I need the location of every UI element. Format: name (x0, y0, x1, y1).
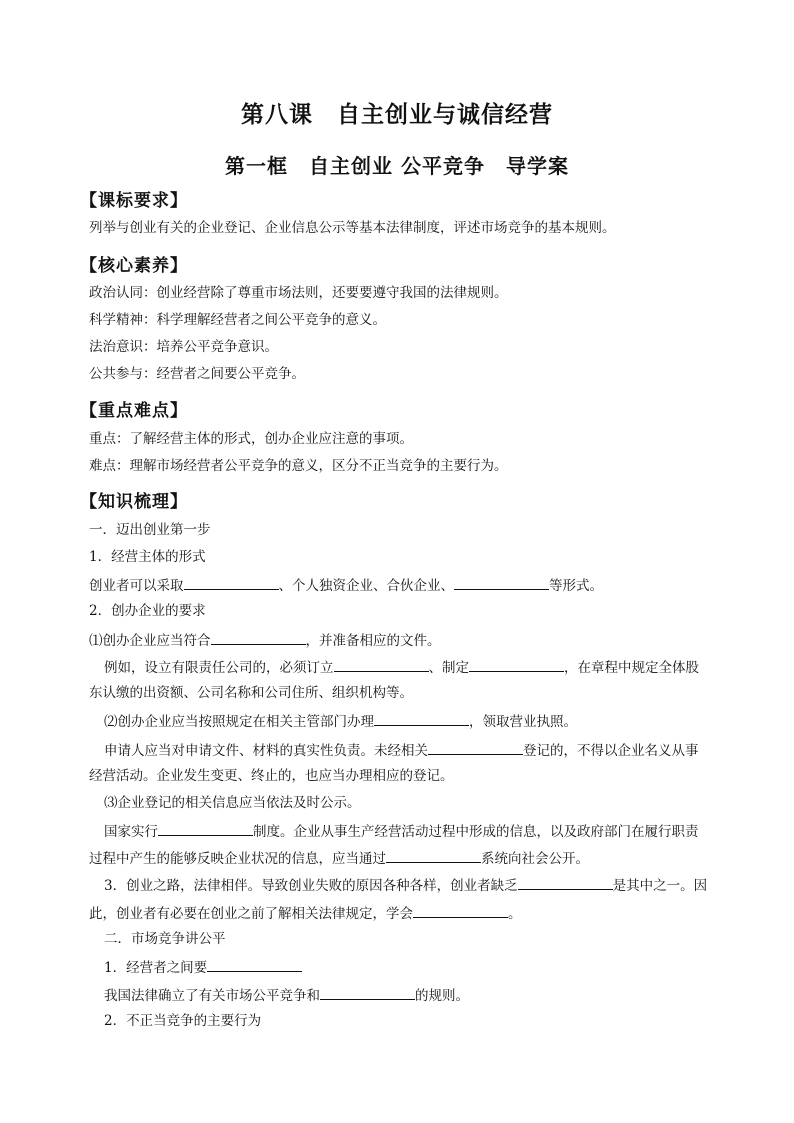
fill-blank[interactable] (374, 711, 469, 726)
paragraph-line: 我国法律确立了有关市场公平竞争和 的规则。 (104, 985, 469, 1005)
paragraph-line: 东认缴的出资额、公司名称和公司住所、组织机构等。 (89, 685, 413, 701)
fill-blank[interactable] (320, 985, 415, 1000)
paragraph-line: ⑵创办企业应当按照规定在相关主管部门办理 ，领取营业执照。 (104, 711, 577, 731)
paragraph-line: 经营活动。企业发生变更、终止的，也应当办理相应的登记。 (89, 768, 454, 784)
heading-knowledge: 【知识梳理】 (80, 492, 188, 512)
fill-blank[interactable] (428, 740, 523, 755)
paragraph-line: ⑴创办企业应当符合 ，并准备相应的文件。 (89, 630, 441, 650)
subsection-title: 2．不正当竞争的主要行为 (104, 1013, 262, 1029)
literacy-item: 科学精神：科学理解经营者之间公平竞争的意义。 (89, 312, 386, 328)
part2-title: 二．市场竞争讲公平 (104, 931, 226, 947)
fill-blank[interactable] (158, 821, 253, 836)
paragraph-line: 创业者可以采取 、个人独资企业、合伙企业、 等形式。 (89, 575, 603, 595)
fill-blank[interactable] (386, 848, 481, 863)
part1-title: 一．迈出创业第一步 (89, 522, 211, 538)
literacy-item: 公共参与：经营者之间要公平竞争。 (89, 366, 305, 382)
requirements-text: 列举与创业有关的企业登记、企业信息公示等基本法律制度，评述市场竞争的基本规则。 (89, 220, 616, 236)
subsection-title: 2．创办企业的要求 (89, 603, 206, 619)
fill-blank[interactable] (334, 657, 429, 672)
paragraph-line: 申请人应当对申请文件、材料的真实性负责。未经相关 登记的，不得以企业名义从事 (104, 740, 699, 760)
heading-literacy: 【核心素养】 (80, 256, 188, 276)
paragraph-line: 过程中产生的能够反映企业状况的信息，应当通过 系统向社会公开。 (89, 848, 589, 868)
subsection-title: 1．经营主体的形式 (89, 549, 206, 565)
fill-blank[interactable] (207, 957, 302, 972)
fill-blank[interactable] (469, 657, 564, 672)
fill-blank[interactable] (413, 903, 508, 918)
keypoint-item: 难点：理解市场经营者公平竞争的意义，区分不正当竞争的主要行为。 (89, 458, 508, 474)
keypoint-item: 重点：了解经营主体的形式，创办企业应注意的事项。 (89, 431, 413, 447)
fill-blank[interactable] (184, 575, 279, 590)
paragraph-line: 例如，设立有限责任公司的，必须订立 、制定 ，在章程中规定全体股 (104, 657, 699, 677)
fill-blank[interactable] (211, 630, 306, 645)
paragraph-line: ⑶企业登记的相关信息应当依法及时公示。 (104, 795, 361, 811)
lesson-subtitle: 第一框 自主创业 公平竞争 导学案 (225, 154, 569, 178)
heading-keypoints: 【重点难点】 (80, 401, 188, 421)
paragraph-line: 3．创业之路，法律相伴。导致创业失败的原因各种各样，创业者缺乏 是其中之一。因 (104, 875, 707, 895)
heading-requirements: 【课标要求】 (80, 191, 188, 211)
lesson-title: 第八课 自主创业与诚信经营 (241, 101, 553, 128)
fill-blank[interactable] (454, 575, 549, 590)
fill-blank[interactable] (518, 875, 613, 890)
paragraph-line: 此，创业者有必要在创业之前了解相关法律规定，学会 。 (89, 903, 522, 923)
paragraph-line: 国家实行 制度。企业从事生产经营活动过程中形成的信息，以及政府部门在履行职责 (104, 821, 699, 841)
literacy-item: 政治认同：创业经营除了尊重市场法则，还要要遵守我国的法律规则。 (89, 285, 508, 301)
paragraph-line: 1．经营者之间要 (104, 957, 302, 977)
literacy-item: 法治意识：培养公平竞争意识。 (89, 339, 278, 355)
